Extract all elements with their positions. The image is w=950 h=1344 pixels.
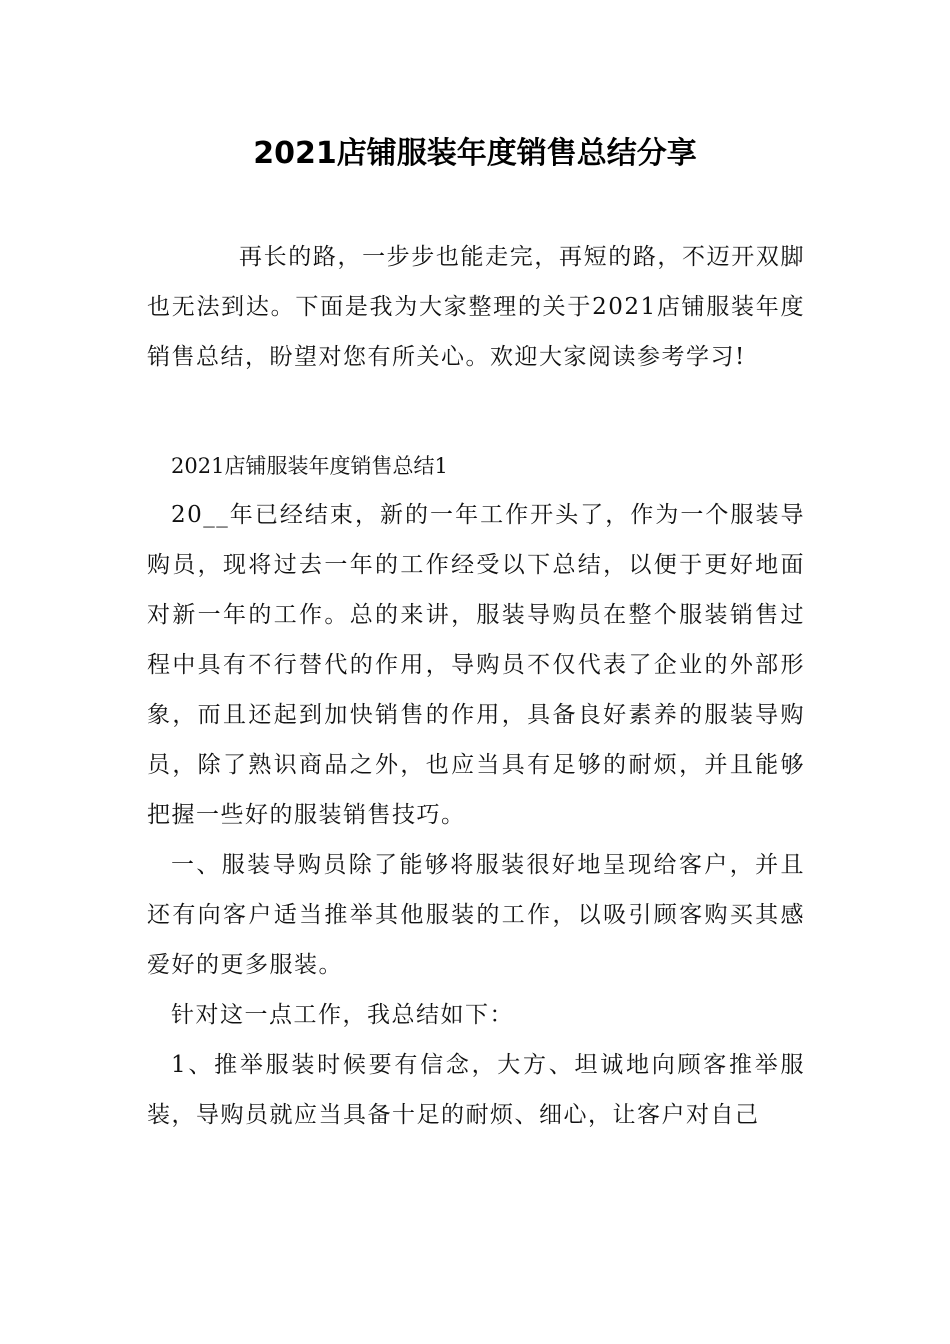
section-heading: 2021店铺服装年度销售总结1 <box>171 454 448 478</box>
body-paragraph-4: 1、推举服装时候要有信念，大方、坦诚地向顾客推举服装，导购员就应当具备十足的耐烦、细心，让客户对自己 <box>147 1052 805 1128</box>
body-paragraph-1: 20__年已经结束，新的一年工作开头了，作为一个服装导购员，现将过去一年的工作经受以下总结，以便于更好地面对新一年的工作。总的来讲，服装导购员在整个服装销售过程中具有不行替代的作用，导购员不仅代表了企业的外部形象，而且还起到加快销售的作用，具备良好素养的服装导购员，除了熟识商品之外，也应当具有足够的耐烦，并且能够把握一些好的服装销售技巧。 <box>147 502 805 828</box>
body-paragraph-2: 一、服装导购员除了能够将服装很好地呈现给客户，并且还有向客户适当推举其他服装的工作，以吸引顾客购买其感爱好的更多服装。 <box>147 852 805 978</box>
intro-paragraph: 再长的路，一步步也能走完，再短的路，不迈开双脚也无法到达。下面是我为大家整理的关于2021店铺服装年度销售总结，盼望对您有所关心。欢迎大家阅读参考学习! <box>147 244 805 370</box>
paragraph-spacer <box>147 382 805 444</box>
document-body <box>147 232 805 1140</box>
document-title: 2021店铺服装年度销售总结分享 <box>253 136 697 171</box>
body-paragraph-3: 针对这一点工作，我总结如下： <box>171 1002 514 1028</box>
